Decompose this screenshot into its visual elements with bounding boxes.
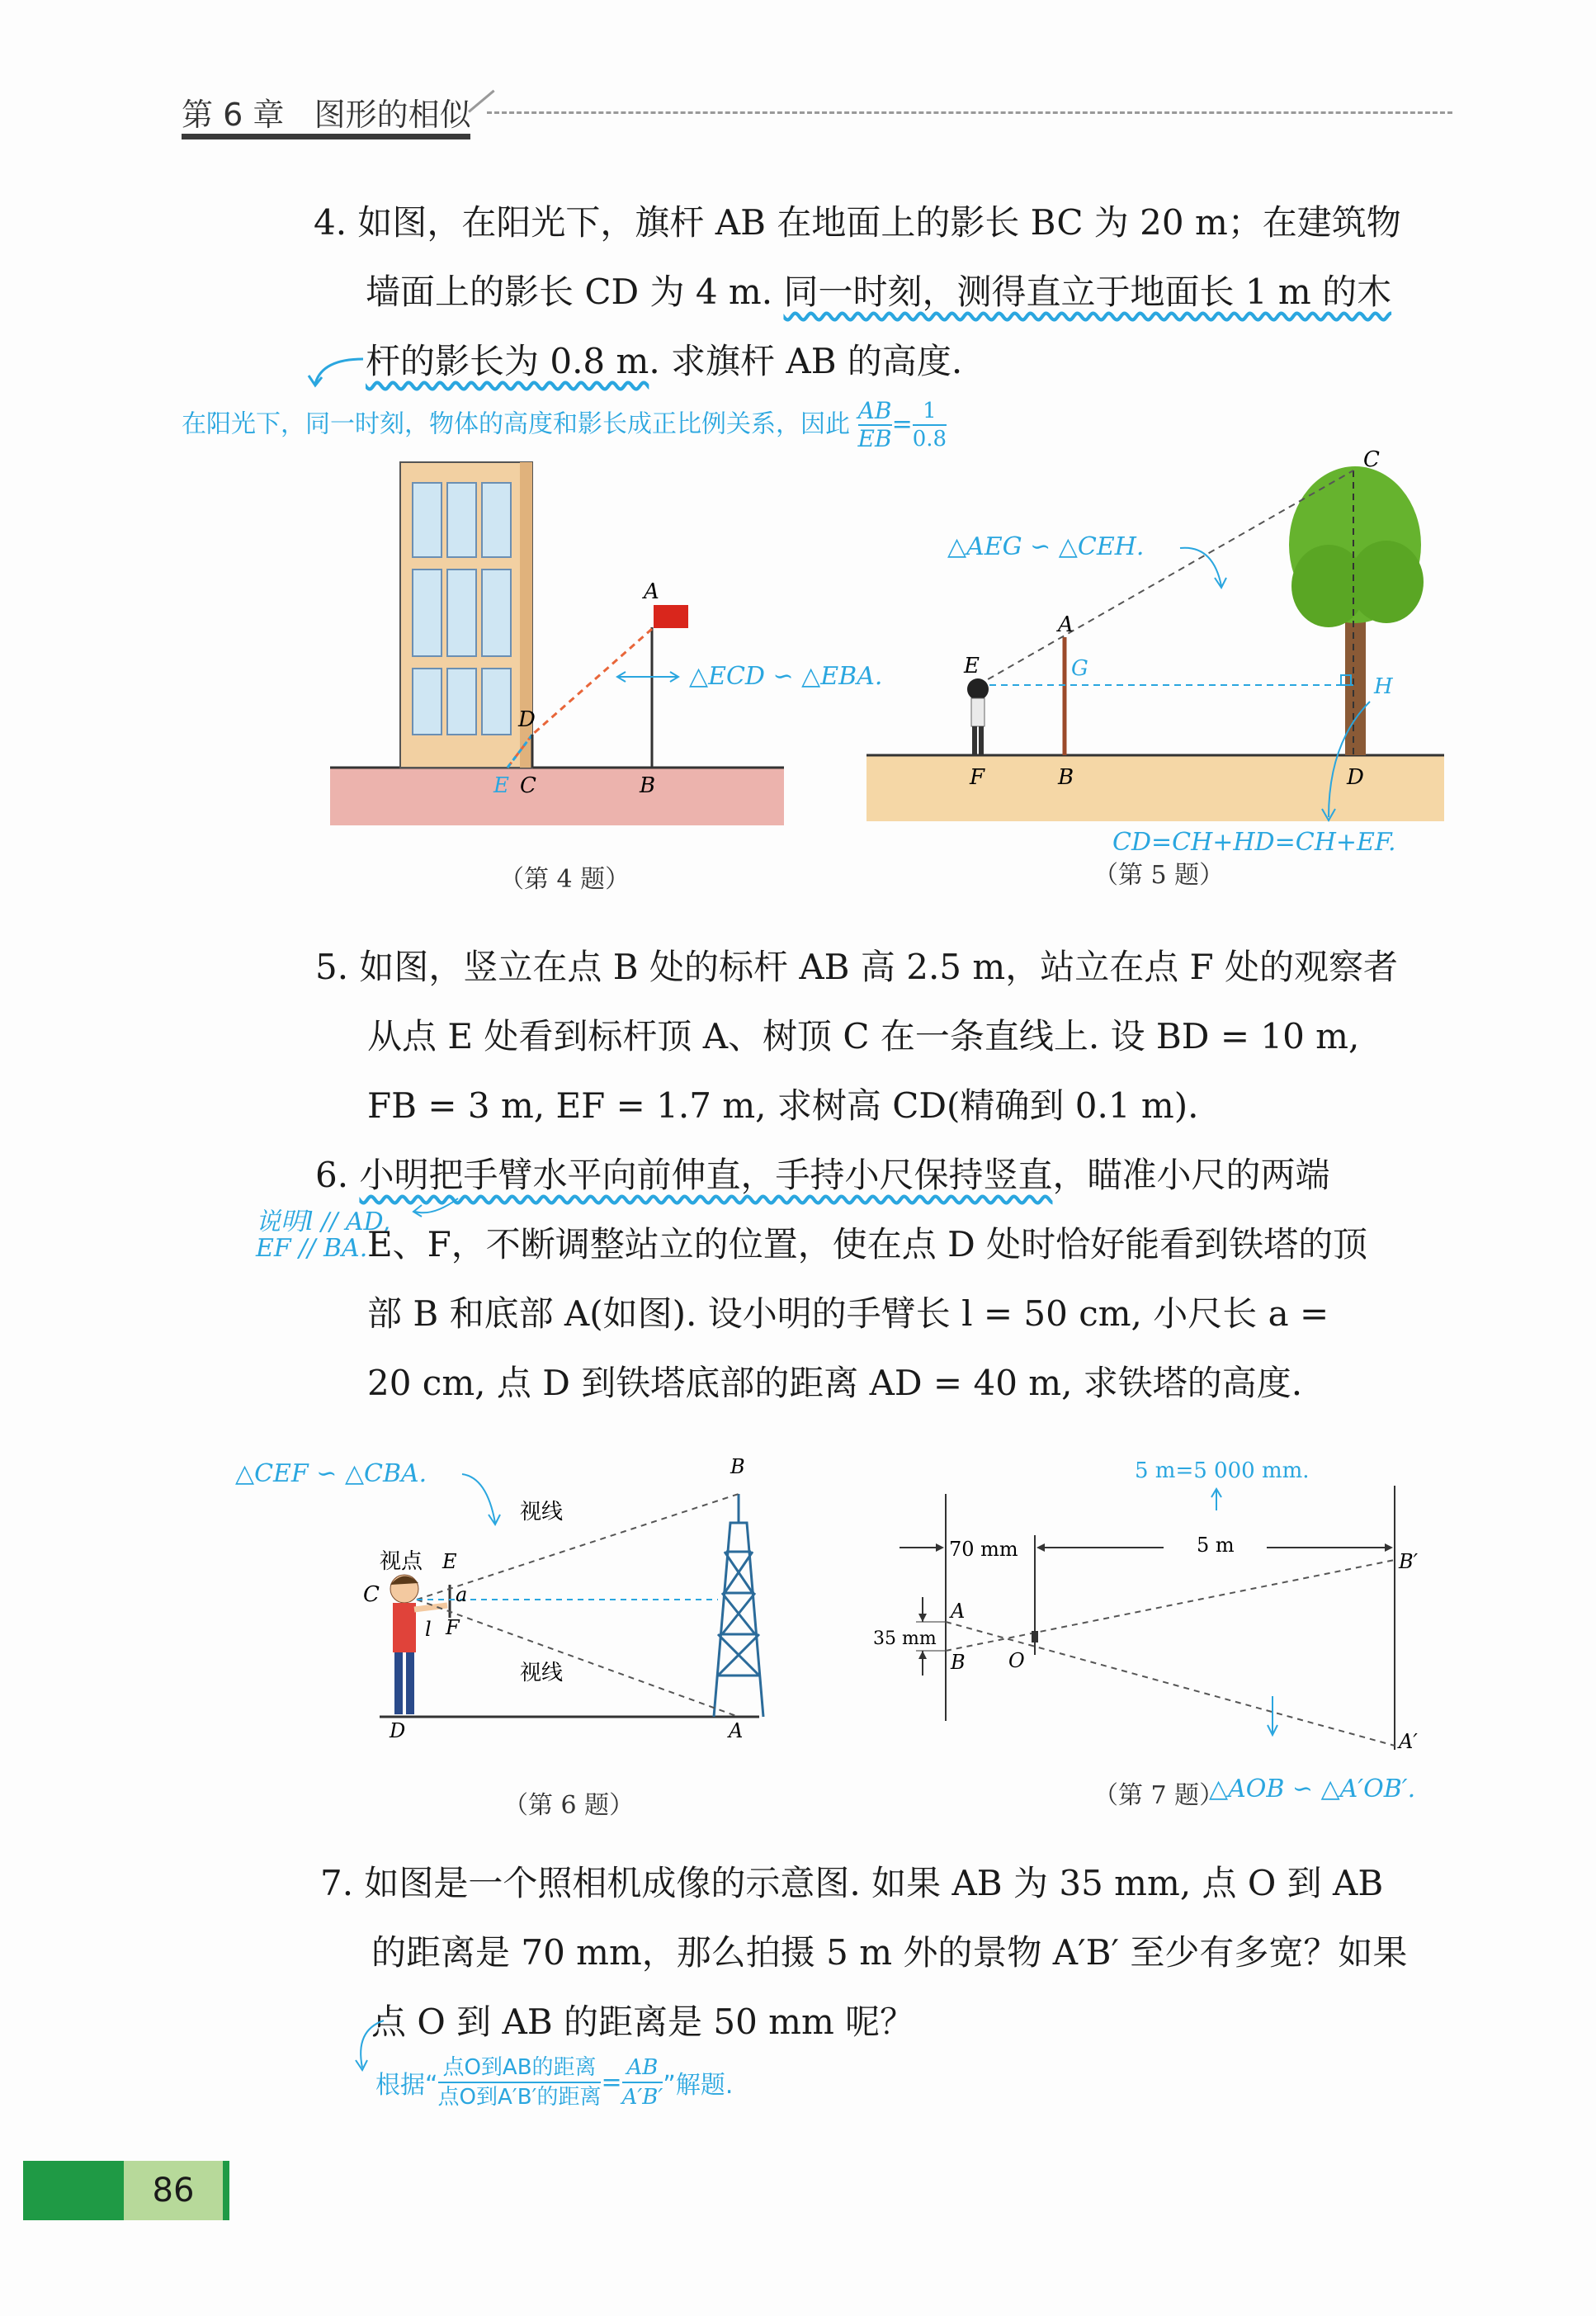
note-text: 在阳光下，同一时刻，物体的高度和影长成正比例关系，因此 xyxy=(182,409,850,439)
fig7-similar-note: △AOB ∽ △A′OB′. xyxy=(1209,1775,1416,1803)
problem-7-line-2: 的距离是 70 mm，那么拍摄 5 m 外的景物 A′B′ 至少有多宽？如果 xyxy=(371,1932,1408,1973)
problem-4-question: . 求旗杆 AB 的高度. xyxy=(649,341,963,381)
note-equals: = xyxy=(601,2068,622,2097)
sightline-label-top: 视线 xyxy=(520,1500,564,1524)
problem-4-line-3 xyxy=(366,327,962,396)
label-F: F xyxy=(970,765,985,790)
problem-4-line-1: 4. 如图，在阳光下，旗杆 AB 在地面上的影长 BC 为 20 m；在建筑物 xyxy=(314,202,1401,243)
problem-6-highlight: 小明把手臂水平向前伸直，手持小尺保持竖直 xyxy=(359,1155,1053,1195)
tree-trunk xyxy=(1345,611,1366,755)
fraction-denominator: A′B′ xyxy=(621,2085,663,2110)
problem-4-highlight-2: 杆的影长为 0.8 m xyxy=(366,341,649,381)
note-fraction-2 xyxy=(622,2054,663,2111)
problem-6-line-3: 部 B 和底部 A(如图). 设小明的手臂长 l = 50 cm, 小尺长 a = xyxy=(367,1293,1329,1334)
label-B: B xyxy=(1058,765,1074,790)
label-G: G xyxy=(1071,656,1088,681)
chapter-header xyxy=(182,89,471,135)
note-fraction-2 xyxy=(913,398,947,452)
problem-6-note-1: 说明l // AD, xyxy=(256,1208,391,1236)
chapter-title: 图形的相似 xyxy=(314,97,471,133)
label-C: C xyxy=(363,1582,380,1607)
note-text: ”解题. xyxy=(663,2071,734,2100)
note-text: 根据“ xyxy=(375,2071,438,2100)
problem-6-text: ，瞄准小尺的两端 xyxy=(1052,1155,1330,1195)
label-E: E xyxy=(964,654,980,678)
label-C: C xyxy=(1363,447,1380,472)
dim-35mm: 35 mm xyxy=(873,1628,937,1649)
label-A-prime: A′ xyxy=(1399,1730,1418,1753)
label-E: E xyxy=(493,773,509,798)
label-C: C xyxy=(520,773,536,798)
problem-5-line-1: 5. 如图，竖立在点 B 处的标杆 AB 高 2.5 m，站立在点 F 处的观察者 xyxy=(315,947,1399,987)
problem-6-line-2: E、F，不断调整站立的位置，使在点 D 处时恰好能看到铁塔的顶 xyxy=(367,1224,1368,1264)
label-O: O xyxy=(1008,1649,1025,1672)
sun-ray xyxy=(532,629,652,735)
observer xyxy=(967,678,989,755)
fraction-denominator: 0.8 xyxy=(912,427,947,451)
problem-5-line-3: FB = 3 m, EF = 1.7 m, 求树高 CD(精确到 0.1 m). xyxy=(367,1085,1199,1126)
note-equals: = xyxy=(891,409,913,439)
fraction-denominator: 点O到A′B′的距离 xyxy=(437,2085,602,2110)
label-B: B xyxy=(640,773,656,798)
fig7-note: 5 m=5 000 mm. xyxy=(1135,1458,1310,1483)
problem-6-line-4: 20 cm, 点 D 到铁塔底部的距离 AD = 40 m, 求铁塔的高度. xyxy=(367,1363,1303,1403)
ground xyxy=(330,768,784,825)
label-l: l xyxy=(425,1618,432,1641)
ray-2 xyxy=(946,1560,1395,1651)
label-a: a xyxy=(456,1583,468,1606)
pinhole xyxy=(1032,1631,1038,1642)
figure-7-caption: （第 7 题） xyxy=(1093,1781,1225,1810)
label-D: D xyxy=(1347,765,1364,790)
problem-5-line-2: 从点 E 处看到标杆顶 A、树顶 C 在一条直线上. 设 BD = 10 m, xyxy=(367,1016,1360,1056)
label-E: E xyxy=(442,1550,457,1573)
viewpoint-label: 视点 xyxy=(380,1549,423,1574)
fraction-numerator: 1 xyxy=(913,398,947,426)
chapter-number: 第 6 章 xyxy=(182,97,285,133)
problem-4-highlight: 同一时刻，测得直立于地面长 1 m 的木 xyxy=(783,272,1392,312)
figure-5 xyxy=(858,446,1452,858)
problem-6-number: 6. xyxy=(315,1155,360,1195)
fraction-numerator: 点O到AB的距离 xyxy=(438,2054,602,2083)
page-number: 86 xyxy=(152,2172,195,2210)
note-fraction xyxy=(438,2054,602,2111)
problem-6-line-1 xyxy=(315,1141,1329,1210)
fraction-numerator: AB xyxy=(622,2054,663,2083)
dim-5m: 5 m xyxy=(1197,1534,1235,1557)
label-D: D xyxy=(518,707,536,732)
header-slant-line xyxy=(468,90,495,113)
fig5-note: CD=CH+HD=CH+EF. xyxy=(1112,828,1396,857)
header-underline xyxy=(182,134,470,139)
figure-7 xyxy=(866,1453,1461,1758)
fraction-numerator: AB xyxy=(857,397,892,424)
figure-6-caption: （第 6 题） xyxy=(503,1791,635,1820)
problem-7-line-3: 点 O 到 AB 的距离是 50 mm 呢？ xyxy=(371,2002,915,2042)
ray-1 xyxy=(946,1622,1395,1746)
label-B: B xyxy=(730,1455,745,1478)
figure-6 xyxy=(231,1444,809,1766)
label-A: A xyxy=(729,1719,744,1742)
problem-6-note-2: EF // BA. xyxy=(256,1234,368,1263)
label-A: A xyxy=(951,1600,966,1623)
figure-5-caption: （第 5 题） xyxy=(1093,861,1225,890)
label-A: A xyxy=(644,579,659,604)
problem-7-note xyxy=(375,2054,733,2111)
fig6-similar-note: △CEF ∽ △CBA. xyxy=(235,1459,427,1488)
dim-70mm: 70 mm xyxy=(949,1538,1018,1561)
label-B: B xyxy=(951,1651,966,1674)
sightline-label-bottom: 视线 xyxy=(520,1661,564,1685)
figure-4 xyxy=(322,437,883,834)
label-B-prime: B′ xyxy=(1399,1550,1419,1573)
problem-4-line-2 xyxy=(366,258,1391,327)
label-F: F xyxy=(446,1616,460,1639)
flag xyxy=(654,605,688,628)
fig4-similar-note: △ECD ∽ △EBA. xyxy=(689,662,883,691)
tower xyxy=(714,1494,763,1717)
fig5-similar-note: △AEG ∽ △CEH. xyxy=(947,532,1145,561)
boy xyxy=(390,1575,447,1714)
sight-line-bottom xyxy=(417,1600,739,1717)
note-arrow-icon xyxy=(305,343,371,392)
fraction-denominator: EB xyxy=(857,425,892,452)
figure-4-caption: （第 4 题） xyxy=(499,865,630,894)
problem-4-text: 墙面上的影长 CD 为 4 m. xyxy=(366,272,784,312)
label-A: A xyxy=(1058,612,1074,637)
label-D: D xyxy=(390,1719,406,1742)
problem-7-line-1: 7. 如图是一个照相机成像的示意图. 如果 AB 为 35 mm, 点 O 到 AB xyxy=(320,1863,1384,1903)
header-dashed-rule xyxy=(487,111,1452,114)
note-fraction xyxy=(858,398,892,452)
label-H: H xyxy=(1374,674,1393,699)
